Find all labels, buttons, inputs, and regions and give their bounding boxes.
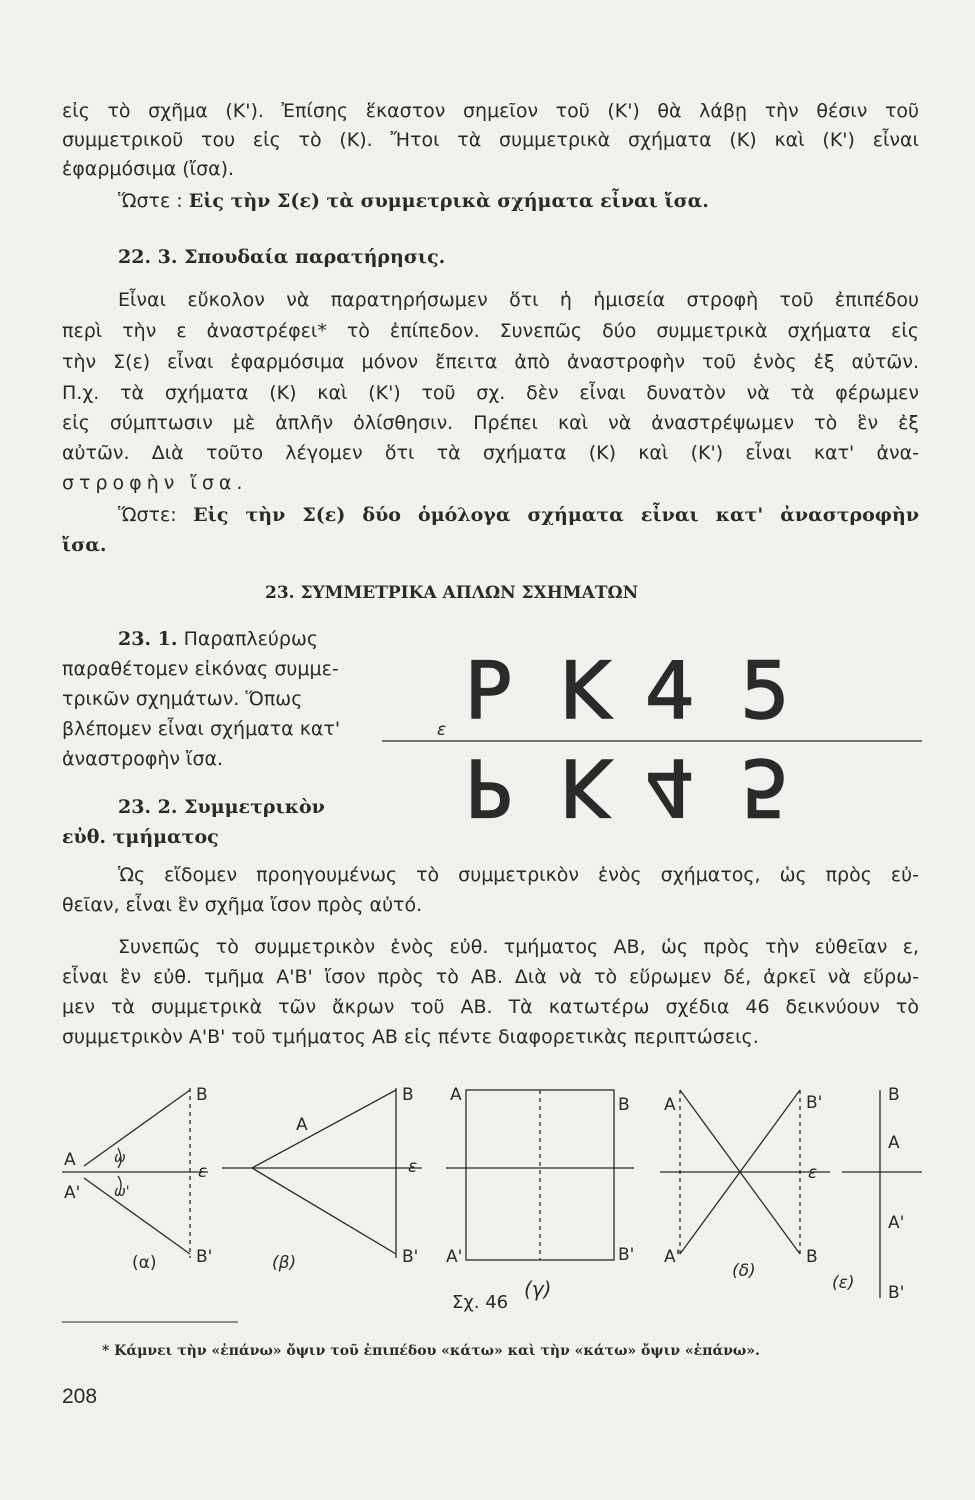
conclusion-statement: Εἰς τὴν Σ(ε) δύο ὁμόλογα σχήματα εἶναι κατ' ἀναστροφὴν (193, 504, 919, 526)
text-line: τρικῶν σχημάτων. Ὅπως (62, 688, 303, 710)
text-line-spaced: στροφὴν ἴσα. (62, 472, 248, 494)
segment-a-b-prime (252, 1168, 396, 1254)
text-fragment: Παραπλεύρως (183, 628, 319, 650)
footnote: * Κάμνει τὴν «ἐπάνω» ὄψιν τοῦ ἐπιπέδου «κάτω» καὶ τὴν «κάτω» ὄψιν «ἐπάνω». (102, 1343, 760, 1359)
label-omega-prime: ω' (114, 1184, 130, 1200)
text-line: Ὡς εἴδομεν προηγουμένως τὸ συμμετρικὸν ἑνὸς σχήματος, ὡς πρὸς εὐ- (118, 864, 919, 886)
label-case-e: (ε) (832, 1273, 855, 1293)
label-b: B (618, 1095, 630, 1115)
text-line: Π.χ. τὰ σχήματα (Κ) καὶ (Κ') τοῦ σχ. δὲν εἶναι δυνατὸν νὰ τὰ φέρωμεν (62, 382, 919, 404)
label-a: A (450, 1085, 462, 1105)
label-case-b: (β) (272, 1253, 297, 1273)
figure-case-b (222, 1088, 422, 1258)
conclusion-statement: Εἰς τὴν Σ(ε) τὰ συμμετρικὰ σχήματα εἶναι ἴσα. (188, 190, 709, 212)
label-b-prime: B' (618, 1245, 635, 1265)
text-line: εἰς σύμπτωσιν μὲ ἁπλῆν ὀλίσθησιν. Πρέπει καὶ νὰ ἀναστρέψωμεν τὸ ἓν ἐξ (62, 412, 919, 434)
glyph-4: 4 (645, 647, 695, 737)
segment-ab-prime (84, 1178, 190, 1254)
label-b-prime: B' (196, 1247, 213, 1267)
conclusion-lead: Ὥστε : (118, 190, 183, 212)
conclusion-lead: Ὥστε: (118, 504, 177, 526)
glyph-p: P (464, 647, 512, 737)
segment-a-b (252, 1090, 396, 1168)
label-epsilon: ε (408, 1157, 418, 1177)
text-line: εἰς τὸ σχῆμα (Κ'). Ἐπίσης ἕκαστον σημεῖον τοῦ (Κ') θὰ λάβῃ τὴν θέσιν τοῦ (62, 100, 919, 122)
label-b-prime: B' (402, 1247, 419, 1267)
label-b: B (402, 1085, 414, 1105)
text-line: τὴν Σ(ε) εἶναι ἐφαρμόσιμα μόνον ἔπειτα ἀπὸ ἀναστροφὴν τοῦ ἑνὸς ἐξ αὐτῶν. (62, 351, 919, 373)
label-a-prime: A' (888, 1213, 905, 1233)
segment-ab (84, 1090, 190, 1166)
figure-case-d (660, 1090, 830, 1254)
glyph-p-mirrored: P (464, 741, 512, 831)
section-heading-22-3: 22. 3. Σπουδαία παρατήρησις. (118, 246, 446, 268)
text-line: παραθέτομεν εἰκόνας συμμε- (62, 658, 339, 680)
figure-case-c (446, 1090, 634, 1260)
section-heading-23: 23. ΣΥΜΜΕΤΡΙΚΑ ΑΠΛΩΝ ΣΧΗΜΑΤΩΝ (265, 583, 639, 603)
section-heading-23-2: 23. 2. Συμμετρικὸν (118, 796, 325, 818)
text-line: Εἶναι εὔκολον νὰ παρατηρήσωμεν ὅτι ἡ ἡμισεία στροφὴ τοῦ ἐπιπέδου (118, 289, 919, 311)
label-epsilon: ε (808, 1163, 818, 1183)
label-b: B (888, 1085, 900, 1105)
text-line: αὐτῶν. Διὰ τοῦτο λέγομεν ὅτι τὰ σχήματα (Κ) καὶ (Κ') εἶναι κατ' ἀνα- (62, 442, 919, 464)
text-line: βλέπομεν εἶναι σχήματα κατ' (62, 718, 341, 740)
glyph-5-mirrored: 5 (740, 741, 790, 831)
figure-case-a (62, 1088, 208, 1258)
text-line: ἐφαρμόσιμα (ἴσα). (62, 158, 235, 180)
label-a-prime: A' (446, 1247, 463, 1267)
conclusion-end: ἴσα. (62, 534, 107, 556)
label-b: B (196, 1085, 208, 1105)
label-a: A (664, 1095, 676, 1115)
label-case-a: (α) (132, 1253, 157, 1273)
text-line: ἀναστροφὴν ἴσα. (62, 748, 224, 770)
text-line: εἶναι ἓν εὐθ. τμῆμα Α'Β' ἴσον πρὸς τὸ ΑΒ. Διὰ νὰ τὸ εὕρωμεν δέ, ἀρκεῖ νὰ εὕρω- (62, 966, 919, 988)
label-a: A (888, 1133, 900, 1153)
label-b: B (806, 1247, 818, 1267)
glyph-5: 5 (740, 647, 790, 737)
label-case-d: (δ) (732, 1261, 756, 1281)
label-a-prime: A' (64, 1183, 81, 1203)
section-number-23-1: 23. 1. (118, 628, 178, 650)
label-a-prime: A' (664, 1247, 681, 1267)
label-a: A (296, 1115, 308, 1135)
page-number: 208 (62, 1385, 98, 1408)
text-line: συμμετρικοῦ του εἰς τὸ (Κ). Ἤτοι τὰ συμμετρικὰ σχήματα (Κ) καὶ (Κ') εἶναι (62, 129, 919, 151)
axis-label-epsilon: ε (437, 720, 447, 740)
text-line: συμμετρικὸν Α'Β' τοῦ τμήματος ΑΒ εἰς πέντε διαφορετικὰς περιπτώσεις. (62, 1026, 759, 1048)
glyph-4-mirrored: 4 (645, 741, 695, 831)
label-b-prime: B' (888, 1283, 905, 1303)
glyph-k-mirrored: K (559, 741, 611, 831)
text-line: Συνεπῶς τὸ συμμετρικὸν ἑνὸς εὐθ. τμήματος ΑΒ, ὡς πρὸς τὴν εὐθεῖαν ε, (118, 936, 919, 958)
text-line: περὶ τὴν ε ἀναστρέφει* τὸ ἐπίπεδον. Συνεπῶς δύο συμμετρικὰ σχήματα εἰς (62, 320, 919, 342)
glyph-k: K (559, 647, 611, 737)
figure-caption: Σχ. 46 (452, 1292, 509, 1313)
label-omega: ω (114, 1150, 126, 1166)
label-a: A (64, 1150, 76, 1170)
label-epsilon: ε (198, 1162, 208, 1182)
figure-case-e (842, 1090, 922, 1298)
label-b-prime: B' (806, 1093, 823, 1113)
label-case-c: (γ) (524, 1277, 552, 1301)
section-heading-23-2-cont: εὐθ. τμήματος (62, 826, 219, 848)
text-line: θεῖαν, εἶναι ἓν σχῆμα ἴσον πρὸς αὐτό. (62, 894, 423, 916)
text-line: μεν τὰ συμμετρικὰ τῶν ἄκρων τοῦ ΑΒ. Τὰ κατωτέρω σχέδια 46 δεικνύουν τὸ (62, 996, 919, 1018)
